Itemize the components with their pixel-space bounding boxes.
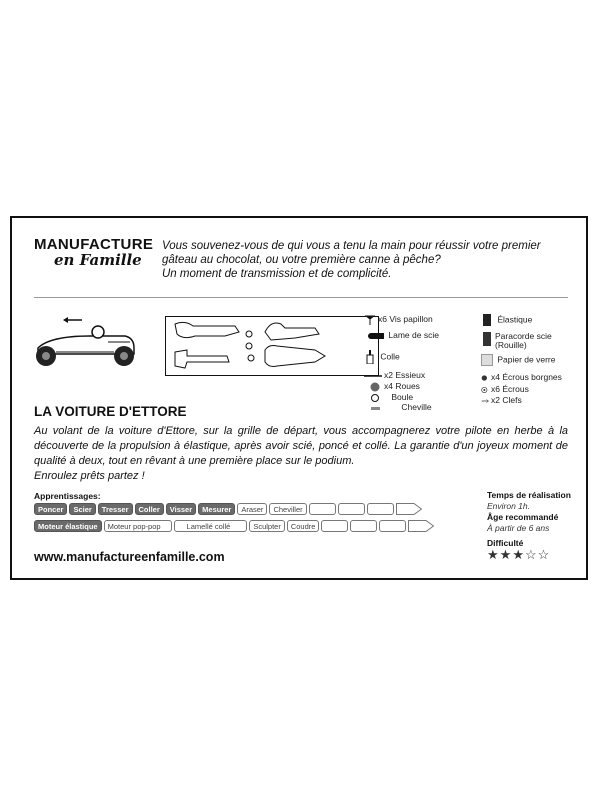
learning-row-1	[34, 503, 434, 518]
material-item: Colle	[364, 348, 439, 370]
learning-tag: Tresser	[98, 503, 133, 515]
cap-nut-icon	[481, 373, 489, 383]
difficulty-stars	[487, 547, 550, 563]
learning-tag-empty	[338, 503, 365, 515]
age-label: Âge recommandé	[487, 512, 559, 522]
car-illustration	[30, 312, 138, 368]
wheel-icon	[370, 382, 382, 392]
description-paragraph: Au volant de la voiture d'Ettore, sur la grille de départ, vous accompagnerez votre pilote en herbe à la découverte de la propulsion à élastique, après avoir scié, poncé et collé. La garantie d'un joyeux moment de qualité à deux, tout en rêvant à une première place sur le podium.	[34, 425, 568, 467]
material-item: x6 Écrous	[481, 384, 565, 395]
star-filled-icon: ★	[512, 547, 525, 562]
time-label: Temps de réalisation	[487, 490, 571, 500]
learning-tag: Cheviller	[269, 503, 306, 515]
learning-tag-empty	[379, 520, 406, 532]
divider	[34, 297, 568, 298]
learning-tag: Scier	[69, 503, 95, 515]
learning-tag: Lamellé collé	[174, 520, 248, 532]
material-item: Cheville	[364, 402, 439, 412]
age-value: À partir de 6 ans	[487, 523, 550, 533]
learning-tags	[34, 503, 434, 537]
arrow-tag-icon	[408, 520, 434, 532]
elastic-spool-icon	[481, 314, 493, 326]
brand-tagline: en Famille	[54, 251, 142, 269]
learning-tag: Sculpter	[249, 520, 285, 532]
material-item: Élastique	[481, 314, 565, 332]
axle-icon	[364, 371, 382, 381]
info-panel	[487, 490, 571, 549]
learning-tag: Moteur élastique	[34, 520, 102, 532]
star-filled-icon: ★	[487, 547, 500, 562]
learning-tag: Poncer	[34, 503, 67, 515]
star-empty-icon: ☆	[524, 547, 538, 562]
learning-tag: Coudre	[287, 520, 320, 532]
material-item: Boule	[364, 392, 439, 402]
learning-tag-empty	[309, 503, 336, 515]
material-item: x2 Clefs	[481, 395, 565, 406]
learning-tag-empty	[367, 503, 394, 515]
dowel-icon	[370, 403, 382, 413]
learning-tag-empty	[321, 520, 348, 532]
glue-bottle-icon	[364, 350, 376, 364]
learning-tag: Araser	[237, 503, 267, 515]
learning-tag-empty	[350, 520, 377, 532]
material-item: x2 Essieux	[364, 370, 439, 381]
learning-tag: Visser	[166, 503, 196, 515]
material-item: Lame de scie	[364, 330, 439, 348]
arrow-tag-icon	[396, 503, 422, 515]
sandpaper-icon	[481, 354, 493, 366]
saw-blade-icon	[364, 331, 384, 341]
difficulty-label: Difficulté	[487, 538, 524, 548]
nut-icon	[481, 385, 489, 395]
parts-template	[165, 316, 379, 376]
learning-row-2	[34, 520, 434, 535]
website-link[interactable]: www.manufactureenfamille.com	[34, 550, 225, 564]
material-item: x4 Écrous borgnes	[481, 372, 565, 384]
materials-right	[481, 314, 565, 406]
product-card	[10, 216, 588, 580]
learning-tag: Coller	[135, 503, 164, 515]
brand-name: MANUFACTURE	[34, 236, 154, 253]
brand-logo	[34, 236, 153, 269]
materials-left	[364, 314, 439, 412]
material-item: x4 Roues	[364, 381, 439, 392]
intro-text	[162, 239, 577, 281]
product-title: LA VOITURE D'ETTORE	[34, 404, 187, 419]
learning-tag: Moteur pop-pop	[104, 520, 172, 532]
description-tagline: Enroulez prêts partez !	[34, 470, 145, 482]
intro-line-1: Vous souvenez-vous de qui vous a tenu la main pour réussir votre premier gâteau au chocolat, ou votre première canne à pêche?	[162, 240, 541, 266]
key-icon	[481, 396, 489, 406]
paracord-spool-icon	[481, 332, 493, 346]
material-item: x6 Vis papillon	[364, 314, 439, 330]
material-item: Paracorde scie (Rouille)	[481, 332, 565, 354]
material-item: Papier de verre	[481, 354, 565, 372]
star-filled-icon: ★	[499, 547, 513, 562]
driver-ball	[92, 326, 104, 338]
screw-icon	[364, 315, 376, 325]
product-description	[34, 424, 568, 484]
star-empty-icon: ☆	[537, 547, 551, 562]
learning-tag: Mesurer	[198, 503, 235, 515]
time-value: Environ 1h.	[487, 501, 530, 511]
intro-line-2: Un moment de transmission et de complicité.	[162, 268, 392, 280]
learning-label: Apprentissages:	[34, 491, 101, 501]
